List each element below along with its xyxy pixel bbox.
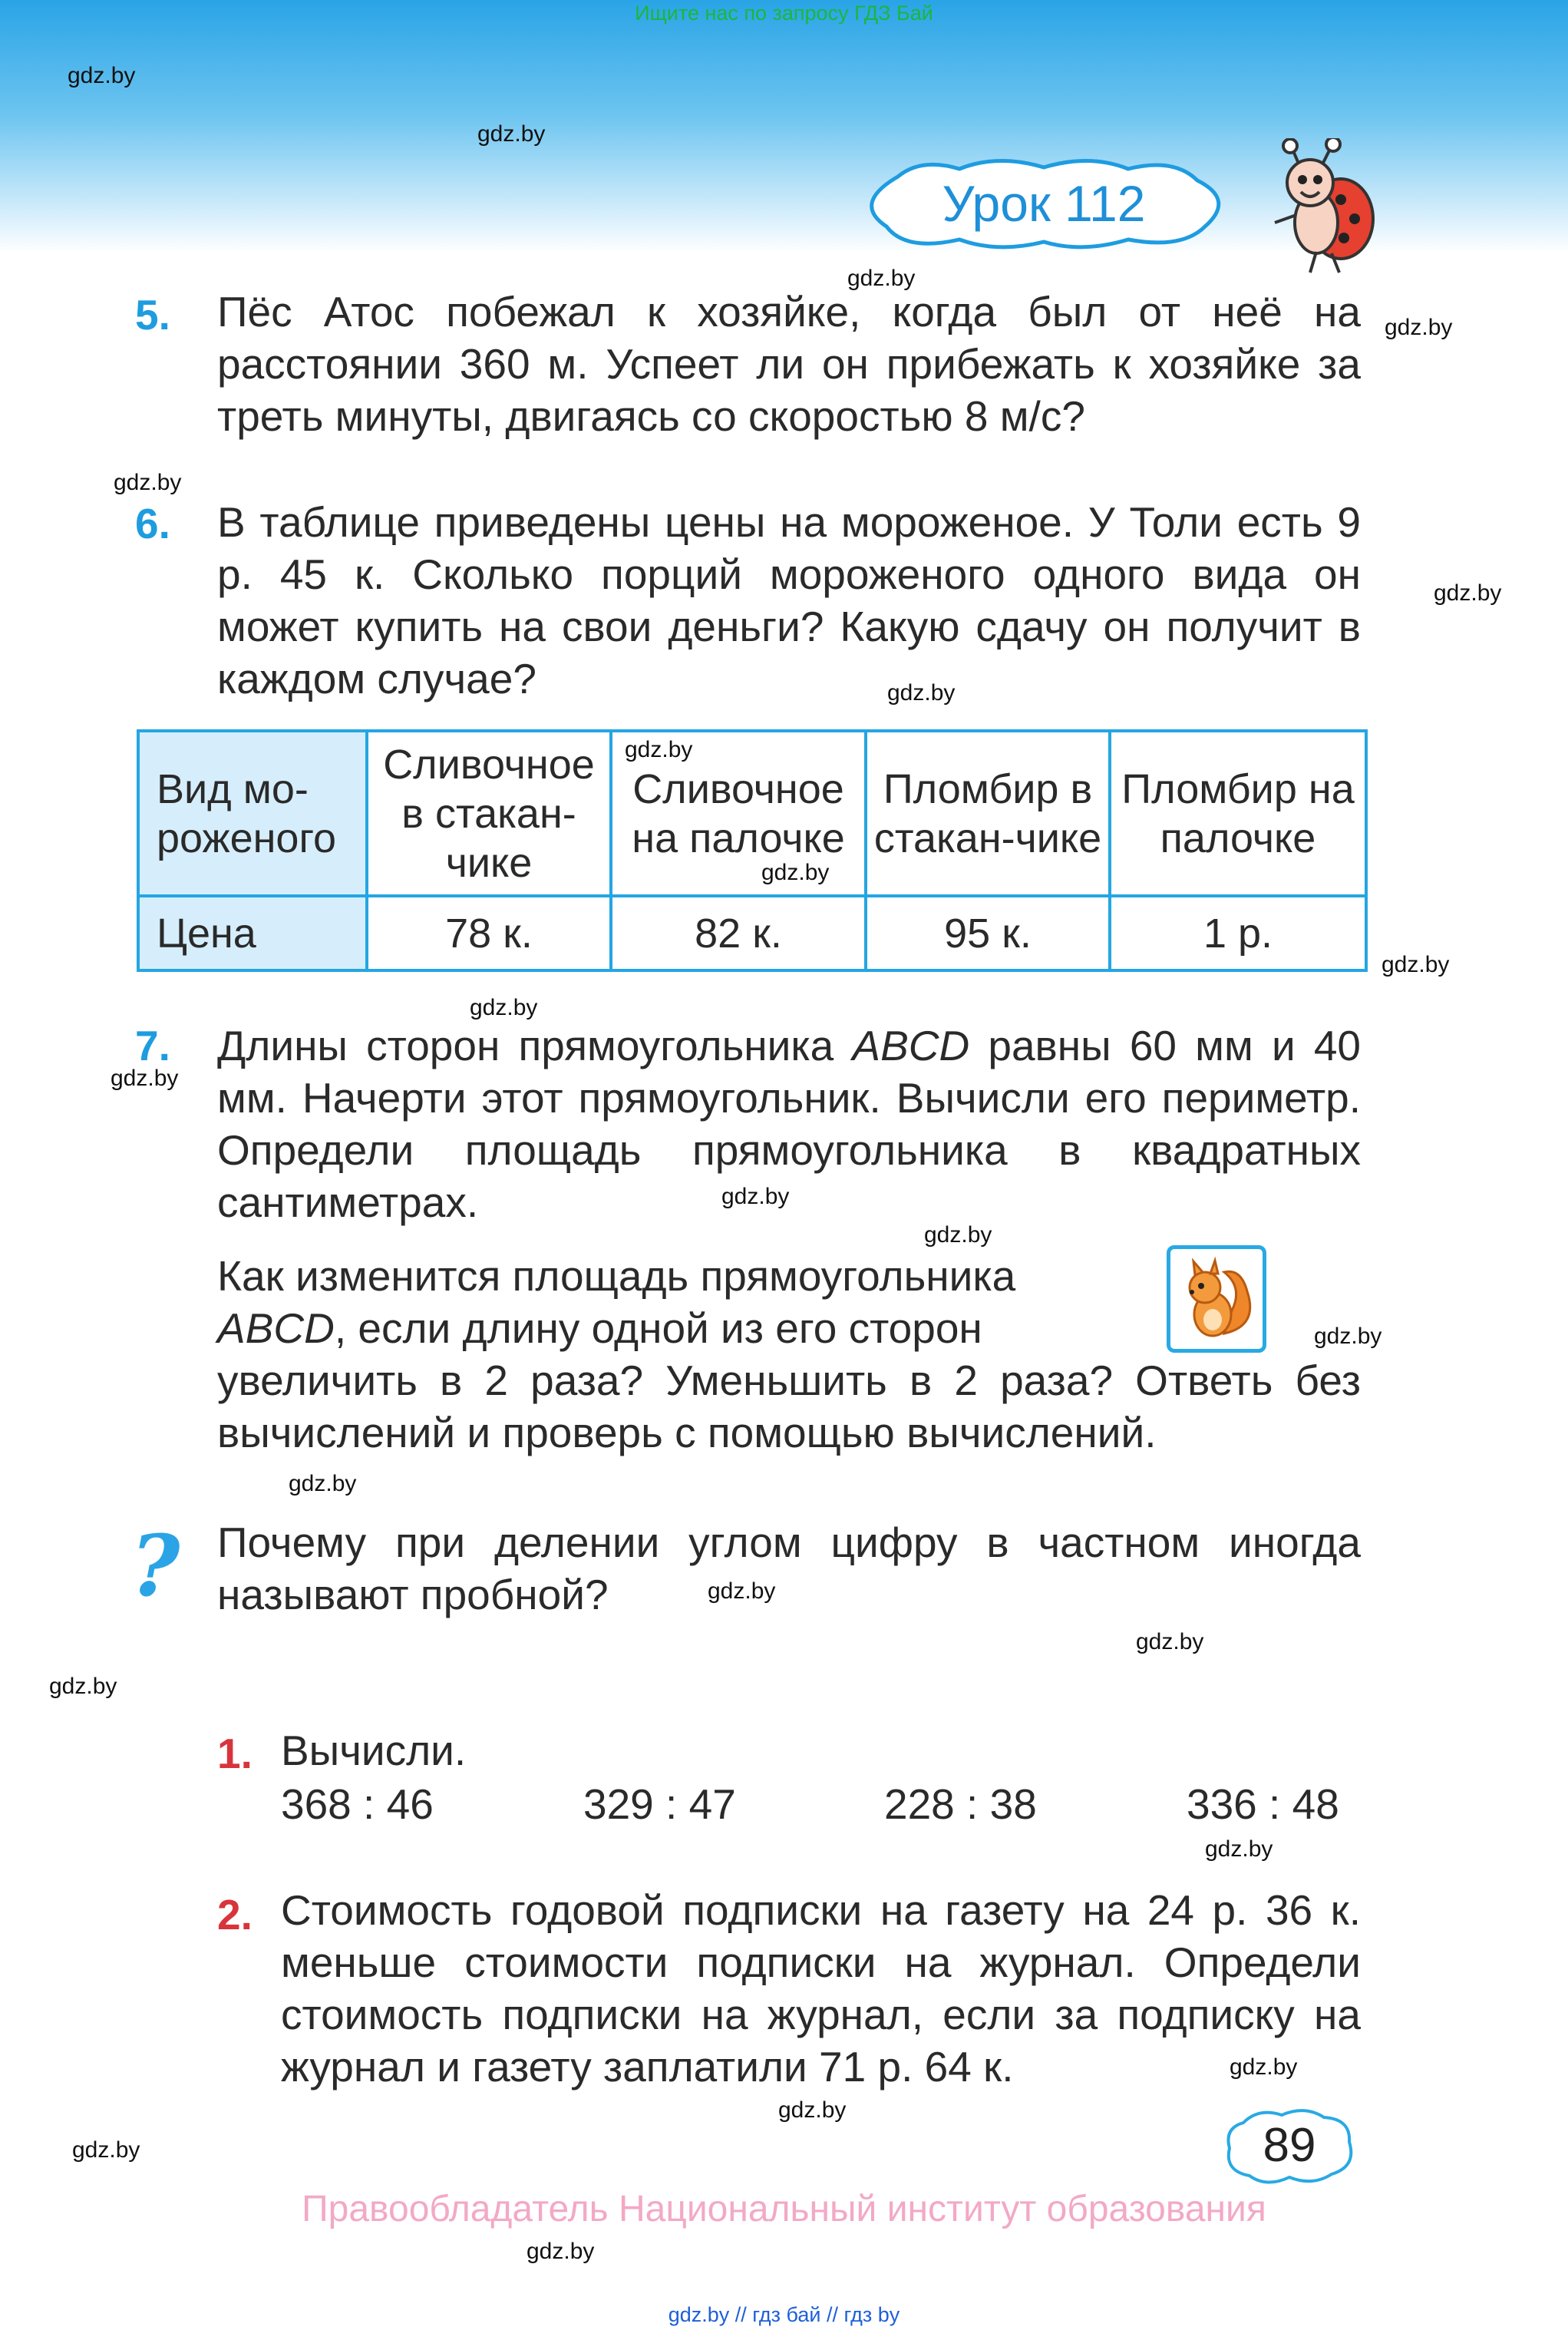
table-row [138,731,1366,896]
lesson-badge [852,154,1236,253]
rectangle-name: ABCD [852,1022,970,1069]
copyright-notice: Правообладатель Национальный институт образования [302,2189,1266,2229]
table-cell-price: 95 к. [866,896,1110,970]
watermark: gdz.by [1385,315,1453,340]
watermark: gdz.by [1381,952,1450,977]
page-number-badge [1220,2104,1358,2188]
lesson-title: Урок 112 [942,175,1146,232]
watermark: gdz.by [887,680,956,706]
watermark: gdz.by [778,2097,847,2123]
watermark: gdz.by [1434,580,1502,606]
watermark: gdz.by [477,121,546,147]
rectangle-name: ABCD [217,1304,335,1352]
task-7-extra-line-3: увеличить в 2 раза? Уменьшить в 2 раза? Ответь без вычислений и проверь с помощью вычислений. [217,1357,1361,1456]
watermark: gdz.by [470,995,538,1020]
table-column-name: Пломбир в стакан-чике [866,731,1110,896]
watermark: gdz.by [761,860,830,885]
watermark: gdz.by [68,63,136,88]
expression: 228 : 38 [884,1780,1037,1828]
top-banner[interactable]: Ищите нас по запросу ГДЗ Бай [635,2,933,25]
question-mark-icon: ? [130,1516,180,1615]
watermark: gdz.by [111,1066,179,1091]
table-cell-price: 78 к. [367,896,611,970]
watermark: gdz.by [114,470,182,495]
task-7-extra-line-1: Как изменится площадь прямоугольника [217,1252,1016,1300]
watermark: gdz.by [49,1674,117,1699]
task-5-number: 5. [135,291,170,339]
watermark: gdz.by [1230,2054,1298,2080]
table-row [138,896,1366,970]
table-row-header: Цена [138,896,367,970]
squirrel-icon [1167,1245,1266,1353]
watermark: gdz.by [924,1222,992,1248]
review-1-title: Вычисли. [281,1727,467,1774]
expression: 329 : 47 [583,1780,736,1828]
table-column-name: Пломбир на палочке [1110,731,1366,896]
watermark: gdz.by [1136,1629,1204,1654]
table-cell-price: 1 р. [1110,896,1366,970]
expression: 368 : 46 [281,1780,434,1828]
task-5-text: Пёс Атос побежал к хозяйке, когда был от неё на расстоянии 360 м. Успеет ли он прибежать к хозяйке за треть минуты, двигаясь со скоростью 8 м/с? [217,288,1361,440]
task-7-extra-line-2 [217,1302,1138,1354]
watermark: gdz.by [527,2239,595,2264]
task-7-extra-line-2-rest: , если длину одной из его сторон [334,1304,982,1352]
table-row-header: Вид мо-роженого [138,731,367,896]
page-number: 89 [1263,2119,1316,2172]
review-1-number: 1. [217,1730,253,1777]
table-column-name: Сливочное на палочке [611,731,866,896]
bottom-banner[interactable]: gdz.by // гдз бай // гдз by [668,2303,900,2326]
watermark: gdz.by [72,2137,140,2163]
ladybug-icon [1270,138,1378,276]
watermark: gdz.by [847,266,916,291]
watermark: gdz.by [1205,1836,1273,1862]
watermark: gdz.by [289,1471,357,1496]
review-2-text: Стоимость годовой подписки на газету на 24 р. 36 к. меньше стоимости подписки на журнал. Определи стоимость подписки на журнал, если за подписку на журнал и газету заплатили 71 р. 64 к. [281,1886,1361,2090]
task-7-text-end: равны 60 мм и 40 мм. Начерти этот прямоугольник. Вычисли его периметр. Определи площадь прямоугольника в квадратных сантиметрах. [217,1022,1361,1226]
watermark: gdz.by [1314,1324,1382,1349]
table-column-name: Сливочное в стакан-чике [367,731,611,896]
question-text: Почему при делении углом цифру в частном иногда называют пробной? [217,1519,1361,1618]
task-6-text: В таблице приведены цены на мороженое. У Толи есть 9 р. 45 к. Сколько порций мороженого одного вида он может купить на свои деньги? Какую сдачу он получит в каждом случае? [217,498,1361,702]
watermark: gdz.by [721,1184,790,1209]
task-7-text-start: Длины сторон прямоугольника [217,1022,853,1069]
review-2-number: 2. [217,1891,253,1938]
watermark: gdz.by [708,1578,776,1604]
expression: 336 : 48 [1187,1780,1339,1828]
task-6-number: 6. [135,500,170,547]
table-cell-price: 82 к. [611,896,866,970]
watermark: gdz.by [625,737,693,762]
price-table [137,729,1368,972]
task-7-number: 7. [135,1022,170,1069]
task-7-text [217,1020,1361,1228]
